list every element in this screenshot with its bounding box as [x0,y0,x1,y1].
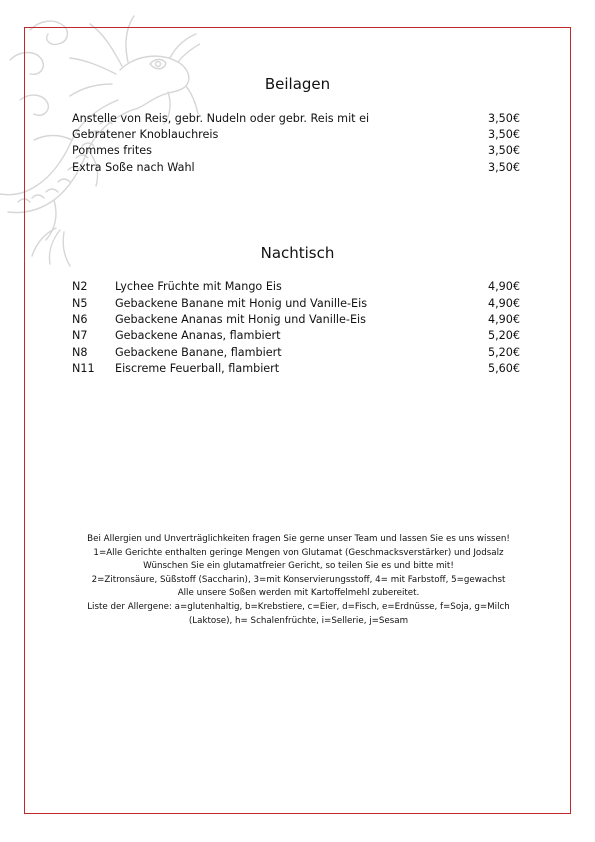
nachtisch-item [72,328,520,344]
item-name: Eiscreme Feuerball, flambiert [115,362,280,375]
item-price: 5,20€ [487,346,520,359]
item-code: N7 [72,329,88,342]
item-price: 3,50€ [487,112,520,125]
item-name: Gebackene Banane mit Honig und Vanille-Eis [115,297,368,310]
item-price: 4,90€ [487,297,520,310]
beilagen-item [72,111,520,127]
item-name: Gebackene Banane, flambiert [115,346,282,359]
item-code: N2 [72,280,88,293]
note-line: Bei Allergien und Unverträglichkeiten fragen Sie gerne unser Team und lassen Sie es uns wissen! [87,534,510,544]
nachtisch-title: Nachtisch [260,244,335,262]
item-code: N11 [72,362,95,375]
nachtisch-item [72,345,520,361]
item-name: Pommes frites [72,144,153,157]
item-code: N5 [72,297,88,310]
nachtisch-item [72,296,520,312]
beilagen-item [72,127,520,143]
item-name: Anstelle von Reis, gebr. Nudeln oder gebr. Reis mit ei [72,112,370,125]
nachtisch-item [72,279,520,295]
item-code: N8 [72,346,88,359]
item-price: 4,90€ [487,313,520,326]
nachtisch-item [72,361,520,377]
note-line: Wünschen Sie ein glutamatfreier Gericht, so teilen Sie es und bitte mit! [143,561,454,572]
allergy-notes [76,533,521,628]
item-name: Extra Soße nach Wahl [72,161,195,174]
item-price: 5,20€ [487,329,520,342]
beilagen-item [72,160,520,176]
note-line: 2=Zitronsäure, Süßstoff (Saccharin), 3=mit Konservierungsstoff, 4= mit Farbstoff, 5=gewachst [91,574,506,585]
item-name: Lychee Früchte mit Mango Eis [115,280,282,293]
item-name: Gebratener Knoblauchreis [72,128,219,141]
item-price: 5,60€ [487,362,520,375]
item-price: 4,90€ [487,280,520,293]
item-price: 3,50€ [487,161,520,174]
nachtisch-item [72,312,520,328]
item-name: Gebackene Ananas mit Honig und Vanille-Eis [115,313,366,326]
note-line: Liste der Allergene: a=glutenhaltig, b=Krebstiere, c=Eier, d=Fisch, e=Erdnüsse, f=Soja, g=Milch (Laktose), h= Schalenfrüchte, i=Sellerie, j=Sesam [87,601,510,626]
item-price: 3,50€ [487,144,520,157]
item-code: N6 [72,313,88,326]
note-line: 1=Alle Gerichte enthalten geringe Mengen von Glutamat (Geschmacksverstärker) und Jodsalz [93,547,504,558]
beilagen-item [72,143,520,159]
item-price: 3,50€ [487,128,520,141]
note-line: Alle unsere Soßen werden mit Kartoffelmehl zubereitet. [177,588,420,599]
beilagen-title: Beilagen [264,75,331,93]
item-name: Gebackene Ananas, flambiert [115,329,281,342]
